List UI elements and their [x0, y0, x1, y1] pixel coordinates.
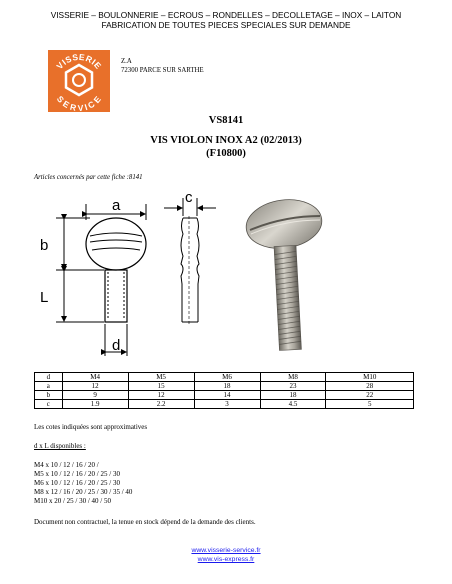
disclaimer: Document non contractuel, la tenue en stock dépend de la demande des clients.	[34, 518, 256, 526]
dim-label-c: c	[185, 189, 193, 206]
table-header-row	[35, 373, 414, 382]
table-cell: a	[35, 382, 63, 391]
table-cell: 12	[62, 382, 128, 391]
list-item: M4 x 10 / 12 / 16 / 20 /	[34, 461, 99, 469]
footer-link-2[interactable]: www.vis-express.fr	[197, 556, 255, 563]
table-cell: M4	[62, 373, 128, 382]
product-name: VIS VIOLON INOX A2 (02/2013)	[150, 135, 302, 146]
table-row	[35, 400, 414, 409]
table-cell: 9	[62, 391, 128, 400]
list-item: M10 x 20 / 25 / 30 / 40 / 50	[34, 497, 112, 505]
dim-label-d: d	[112, 337, 121, 354]
logo-text-bottom: SERVICE	[54, 93, 104, 112]
table-cell: 3	[194, 400, 260, 409]
table-cell: M6	[194, 373, 260, 382]
table-cell: c	[35, 400, 63, 409]
table-row	[35, 391, 414, 400]
table-cell: 14	[194, 391, 260, 400]
table-cell: 18	[260, 391, 326, 400]
dim-label-b: b	[40, 237, 49, 254]
approx-note: Les cotes indiquées sont approximatives	[34, 423, 148, 431]
list-item: M5 x 10 / 12 / 16 / 20 / 25 / 30	[34, 470, 120, 478]
footer-link-1[interactable]: www.visserie-service.fr	[191, 547, 261, 554]
header-line-1: VISSERIE – BOULONNERIE – ECROUS – RONDELLES – DECOLLETAGE – INOX – LAITON	[50, 10, 402, 20]
table-cell: M10	[326, 373, 414, 382]
address	[121, 57, 204, 75]
table-cell: 4.5	[260, 400, 326, 409]
table-cell: M5	[128, 373, 194, 382]
table-cell: 1.9	[62, 400, 128, 409]
table-cell: M8	[260, 373, 326, 382]
table-cell: 12	[128, 391, 194, 400]
header-line-2: FABRICATION DE TOUTES PIECES SPECIALES SUR DEMANDE	[101, 20, 351, 30]
address-line-1: Z.A	[121, 58, 132, 65]
logo-text-top: VISSERIE	[54, 51, 104, 72]
product-ref: (F10800)	[206, 148, 246, 159]
table-cell: 23	[260, 382, 326, 391]
dim-label-L: L	[40, 289, 49, 306]
table-cell: d	[35, 373, 63, 382]
address-line-2: 72300 PARCE SUR SARTHE	[121, 67, 204, 74]
list-item: M8 x 12 / 16 / 20 / 25 / 30 / 35 / 40	[34, 488, 133, 496]
table-cell: 18	[194, 382, 260, 391]
table-cell: 5	[326, 400, 414, 409]
table-cell: 15	[128, 382, 194, 391]
table-cell: 28	[326, 382, 414, 391]
table-cell: 22	[326, 391, 414, 400]
technical-drawing	[34, 188, 224, 366]
table-cell: 2.2	[128, 400, 194, 409]
available-title: d x L disponibles :	[34, 442, 86, 450]
product-code: VS8141	[208, 115, 244, 126]
visserie-service-logo	[48, 50, 110, 112]
table-cell: b	[35, 391, 63, 400]
articles-note: Articles concernés par cette fiche :8141	[34, 174, 143, 181]
dim-label-a: a	[112, 197, 121, 214]
dimensions-table	[34, 372, 414, 409]
screw-photo	[238, 190, 338, 366]
table-row	[35, 382, 414, 391]
available-list	[34, 461, 132, 506]
list-item: M6 x 10 / 12 / 16 / 20 / 25 / 30	[34, 479, 120, 487]
